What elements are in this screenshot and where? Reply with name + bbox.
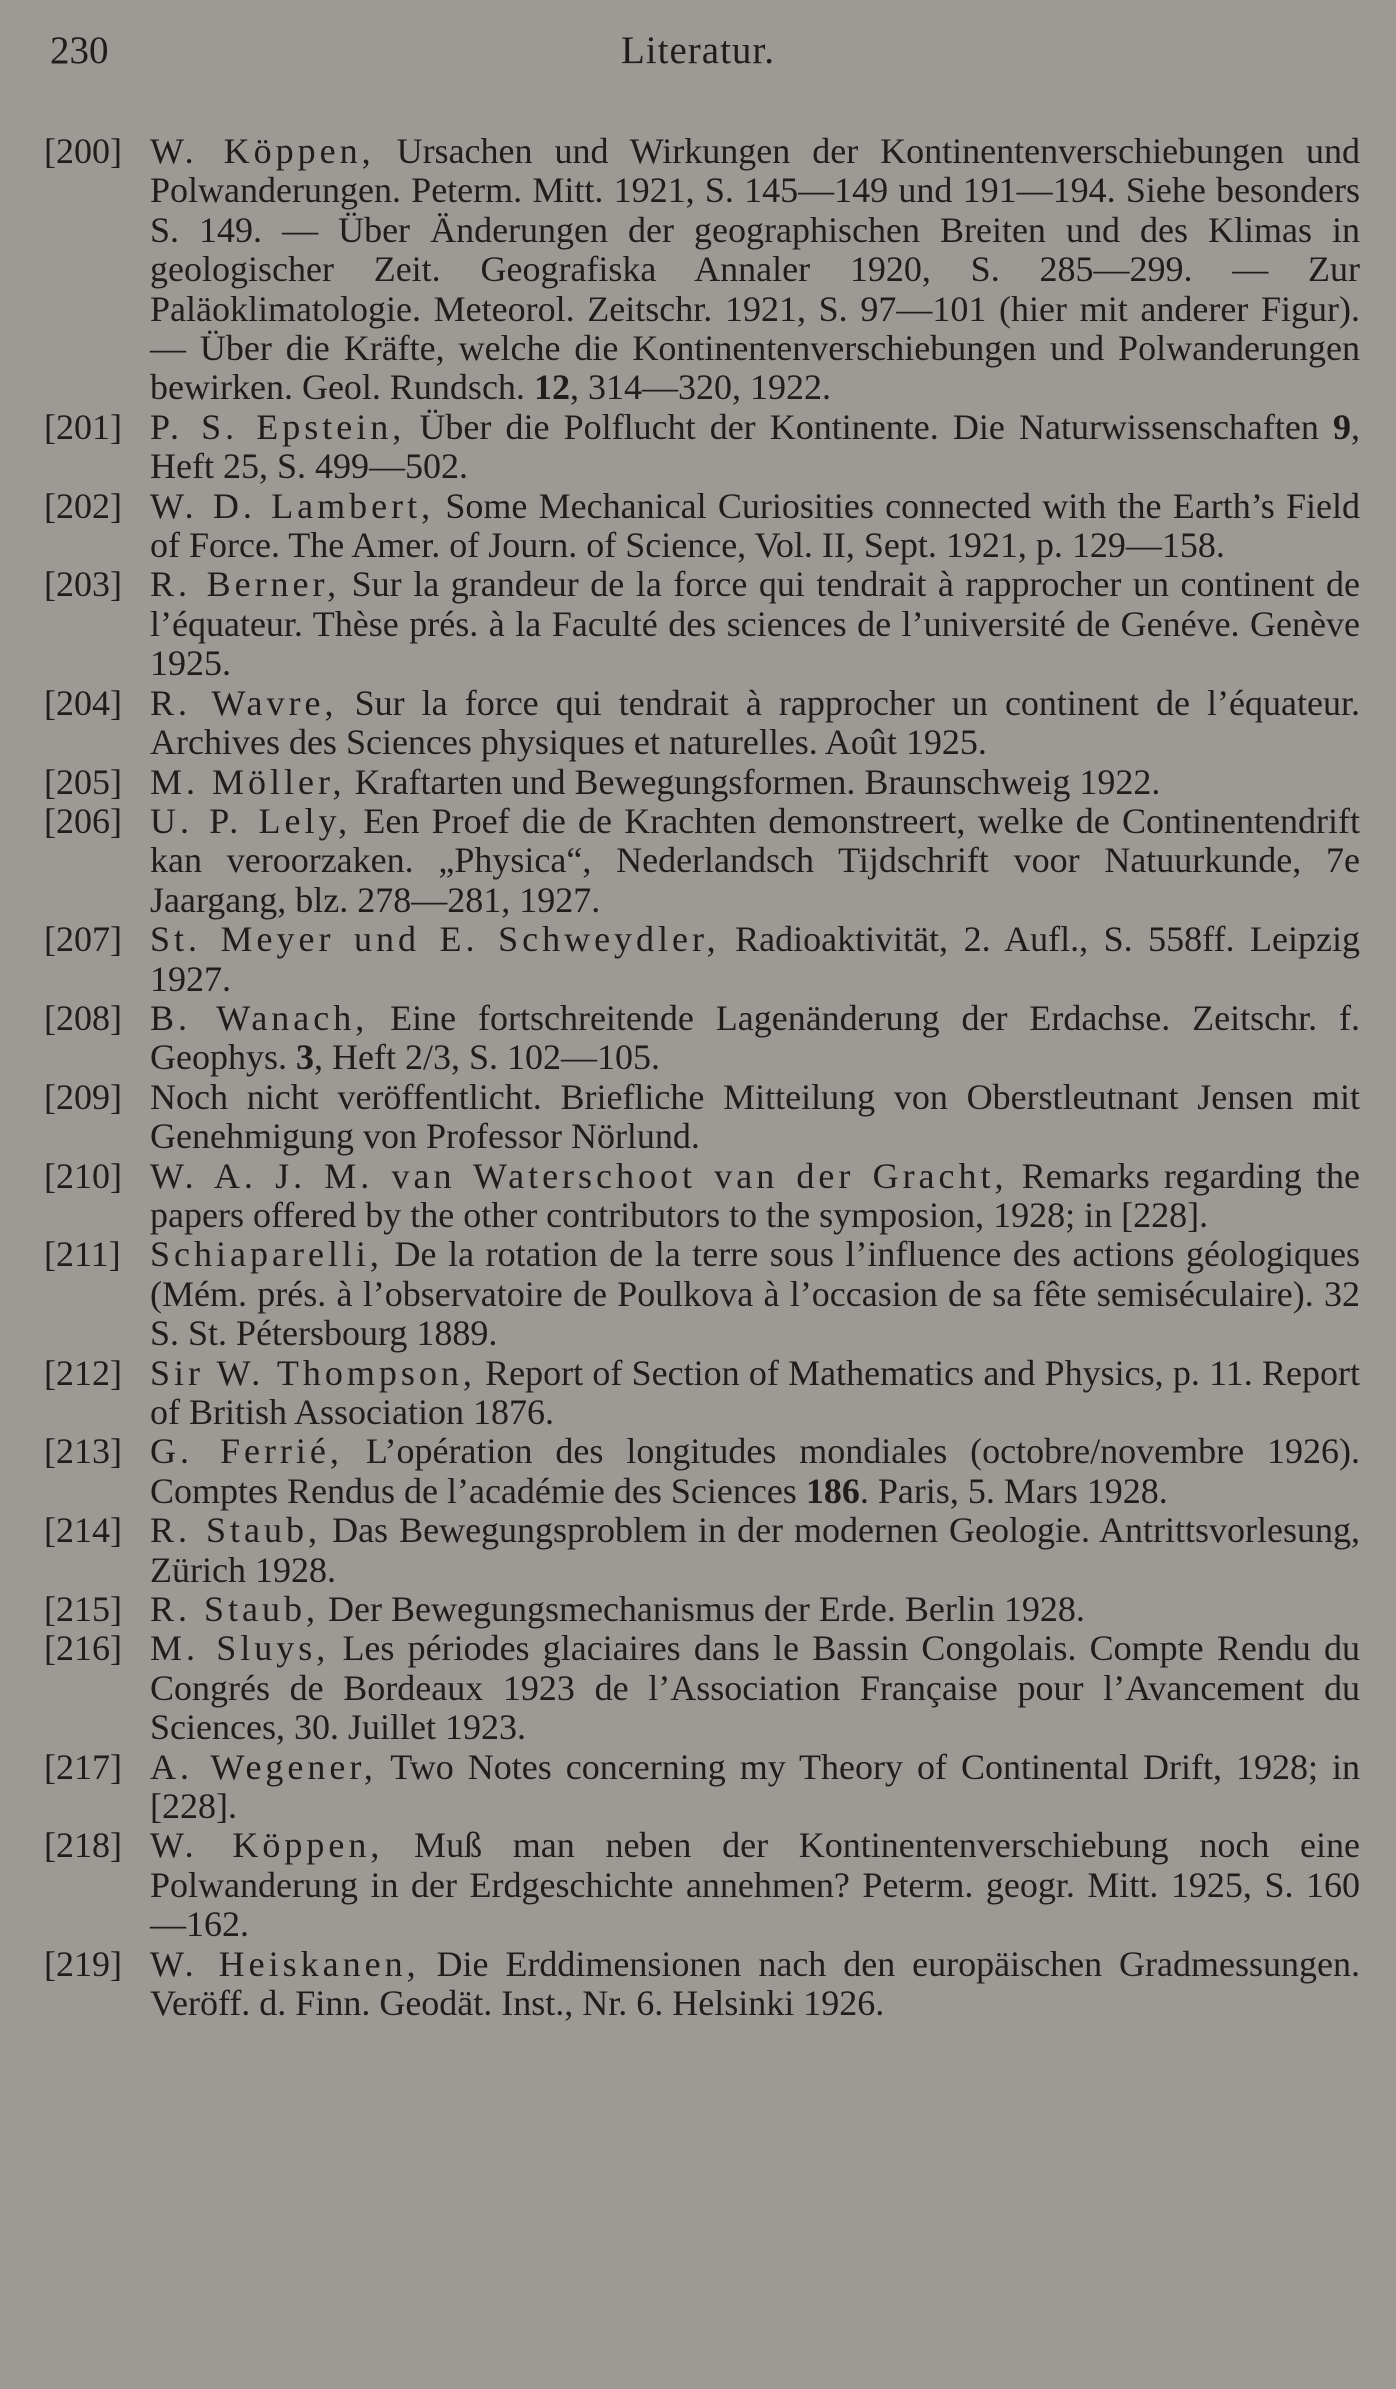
reference-number: [201] — [44, 406, 122, 447]
reference-text: Een Proef die de Krachten demonstreert, welke de Continentendrift kan veroorzaken. „Physica“, Nederlandsch Tijdschrift voor Natuurkunde, 7e Jaargang, blz. 278—281, 1927. — [150, 800, 1360, 920]
reference-entry — [0, 487, 1396, 566]
reference-author: B. Wanach, — [150, 997, 369, 1038]
reference-entry — [0, 1354, 1396, 1433]
reference-text: Remarks regarding the papers offered by the other contributors to the symposion, 1928; in [228]. — [150, 1155, 1360, 1235]
reference-volume: 12 — [533, 367, 570, 408]
reference-author: Sir W. Thompson, — [150, 1352, 476, 1393]
reference-entry — [0, 1826, 1396, 1944]
reference-number: [215] — [44, 1589, 122, 1630]
page-number: 230 — [50, 29, 109, 72]
reference-volume: 3 — [296, 1037, 314, 1078]
reference-text: Kraftarten und Bewegungsformen. Braunschweig 1922. — [345, 761, 1161, 802]
reference-volume: 186 — [805, 1470, 860, 1511]
reference-text: Das Bewegungsproblem in der modernen Geologie. Antrittsvorlesung, Zürich 1928. — [150, 1510, 1361, 1590]
reference-number: [216] — [44, 1628, 122, 1669]
reference-text: Les périodes glaciaires dans le Bassin Congolais. Compte Rendu du Congrés de Bordeaux 1923 de l’Association Française pour l’Avancement du Sciences, 30. Juillet 1923. — [150, 1628, 1361, 1748]
reference-number: [219] — [44, 1943, 122, 1984]
reference-text: Noch nicht veröffentlicht. Briefliche Mitteilung von Oberstleutnant Jensen mit Genehmigung von Professor Nörlund. — [150, 1076, 1360, 1157]
reference-text: Sur la grandeur de la force qui tendrait à rapprocher un continent de l’équateur. Thèse prés. à la Faculté des sciences de l’université de Genéve. Genève 1925. — [150, 564, 1361, 684]
reference-number: [213] — [44, 1431, 122, 1472]
reference-text: Der Bewegungsmechanismus der Erde. Berlin 1928. — [319, 1589, 1085, 1630]
reference-text: De la rotation de la terre sous l’influence des actions géologiques (Mém. prés. à l’observatoire de Poulkova à l’occasion de sa fête semiséculaire). 32 S. St. Pétersbourg 1889. — [150, 1234, 1360, 1354]
reference-text: Radioaktivität, 2. Aufl., S. 558ff. Leipzig 1927. — [150, 919, 1360, 999]
reference-entry — [0, 1748, 1396, 1827]
reference-tail: , 314—320, 1922. — [569, 367, 831, 408]
reference-text: L’opération des longitudes mondiales (octobre/novembre 1926). Comptes Rendus de l’académie des Sciences — [150, 1431, 1360, 1511]
reference-number: [200] — [44, 131, 122, 171]
reference-entry — [0, 1432, 1396, 1511]
reference-author: Schiaparelli, — [150, 1234, 383, 1275]
reference-volume: 9 — [1333, 406, 1351, 447]
reference-entry — [0, 1235, 1396, 1353]
reference-entry — [0, 1078, 1396, 1157]
reference-number: [206] — [44, 800, 122, 841]
reference-author: R. Staub, — [150, 1510, 322, 1551]
reference-number: [205] — [44, 761, 122, 802]
reference-number: [212] — [44, 1352, 122, 1393]
reference-entry — [0, 1157, 1396, 1236]
reference-entry — [0, 763, 1396, 802]
reference-tail: , Heft 2/3, S. 102—105. — [314, 1037, 660, 1078]
reference-entry — [0, 565, 1396, 683]
reference-list — [0, 132, 1396, 2024]
reference-author: U. P. Lely, — [150, 800, 352, 841]
reference-number: [211] — [44, 1234, 121, 1275]
reference-entry — [0, 1511, 1396, 1590]
reference-text: Die Erddimensionen nach den europäischen Gradmessungen. Veröff. d. Finn. Geodät. Inst., Nr. 6. Helsinki 1926. — [150, 1943, 1360, 2024]
reference-author: R. Wavre, — [150, 682, 338, 723]
reference-entry — [0, 132, 1396, 408]
reference-author: P. S. Epstein, — [150, 406, 406, 447]
reference-number: [210] — [44, 1155, 122, 1196]
running-title: Literatur. — [620, 29, 776, 72]
reference-text: Muß man neben der Kontinentenverschiebung noch eine Polwanderung in der Erdgeschichte annehmen? Peterm. geogr. Mitt. 1925, S. 160—162. — [150, 1825, 1361, 1945]
reference-entry — [0, 408, 1396, 487]
reference-author: W. Köppen, — [150, 131, 375, 171]
reference-text: Eine fortschreitende Lagenänderung der Erdachse. Zeitschr. f. Geophys. — [150, 997, 1360, 1078]
reference-number: [203] — [44, 564, 122, 605]
reference-text: Two Notes concerning my Theory of Continental Drift, 1928; in [228]. — [150, 1746, 1360, 1827]
reference-author: M. Möller, — [150, 761, 346, 802]
reference-text: Sur la force qui tendrait à rapprocher un continent de l’équateur. Archives des Sciences physiques et naturelles. Août 1925. — [150, 682, 1360, 763]
reference-tail: . Paris, 5. Mars 1928. — [859, 1470, 1168, 1511]
reference-author: A. Wegener, — [150, 1746, 377, 1787]
reference-author: W. D. Lambert, — [150, 485, 435, 526]
reference-number: [218] — [44, 1825, 122, 1866]
reference-entry — [0, 684, 1396, 763]
reference-number: [214] — [44, 1510, 122, 1551]
reference-entry — [0, 920, 1396, 999]
reference-entry — [0, 802, 1396, 920]
reference-author: G. Ferrié, — [150, 1431, 343, 1472]
page-header — [0, 28, 1396, 84]
reference-author: R. Staub, — [150, 1589, 320, 1630]
reference-author: W. Köppen, — [150, 1825, 384, 1866]
reference-text: Ursachen und Wirkungen der Kontinentenverschiebungen und Polwanderungen. Peterm. Mitt. 1921, S. 145—149 und 191—194. Siehe besonders S. 149. — Über Änderungen der geographischen Breiten und des Klimas in geologischer Zeit. Geografiska Annaler 1920, S. 285—299. — Zur Paläoklimatologie. Meteorol. Zeitschr. 1921, S. 97—101 (hier mit anderer Figur). — Über die Kräfte, welche die Kontinentenverschiebungen und Polwanderungen bewirken. Geol. Rundsch. — [150, 131, 1360, 408]
reference-text: Some Mechanical Curiosities connected with the Earth’s Field of Force. The Amer. of Journ. of Science, Vol. II, Sept. 1921, p. 129—158. — [150, 485, 1360, 566]
reference-entry — [0, 1590, 1396, 1629]
reference-number: [207] — [44, 919, 122, 960]
reference-number: [209] — [44, 1076, 122, 1117]
reference-number: [202] — [44, 485, 122, 526]
reference-author: W. Heiskanen, — [150, 1943, 420, 1984]
reference-number: [208] — [44, 997, 122, 1038]
reference-author: W. A. J. M. van Waterschoot van der Gracht, — [150, 1155, 1008, 1196]
reference-author: R. Berner, — [150, 564, 341, 605]
reference-number: [204] — [44, 682, 122, 723]
reference-entry — [0, 999, 1396, 1078]
reference-author: St. Meyer und E. Schweydler, — [150, 919, 720, 960]
reference-tail: , Heft 25, S. 499—502. — [150, 406, 1360, 487]
reference-entry — [0, 1945, 1396, 2024]
reference-author: M. Sluys, — [150, 1628, 330, 1669]
reference-entry — [0, 1629, 1396, 1747]
reference-text: Report of Section of Mathematics and Physics, p. 11. Report of British Association 1876. — [150, 1352, 1360, 1432]
reference-text: Über die Polflucht der Kontinente. Die Naturwissenschaften — [405, 406, 1333, 447]
reference-number: [217] — [44, 1746, 122, 1787]
